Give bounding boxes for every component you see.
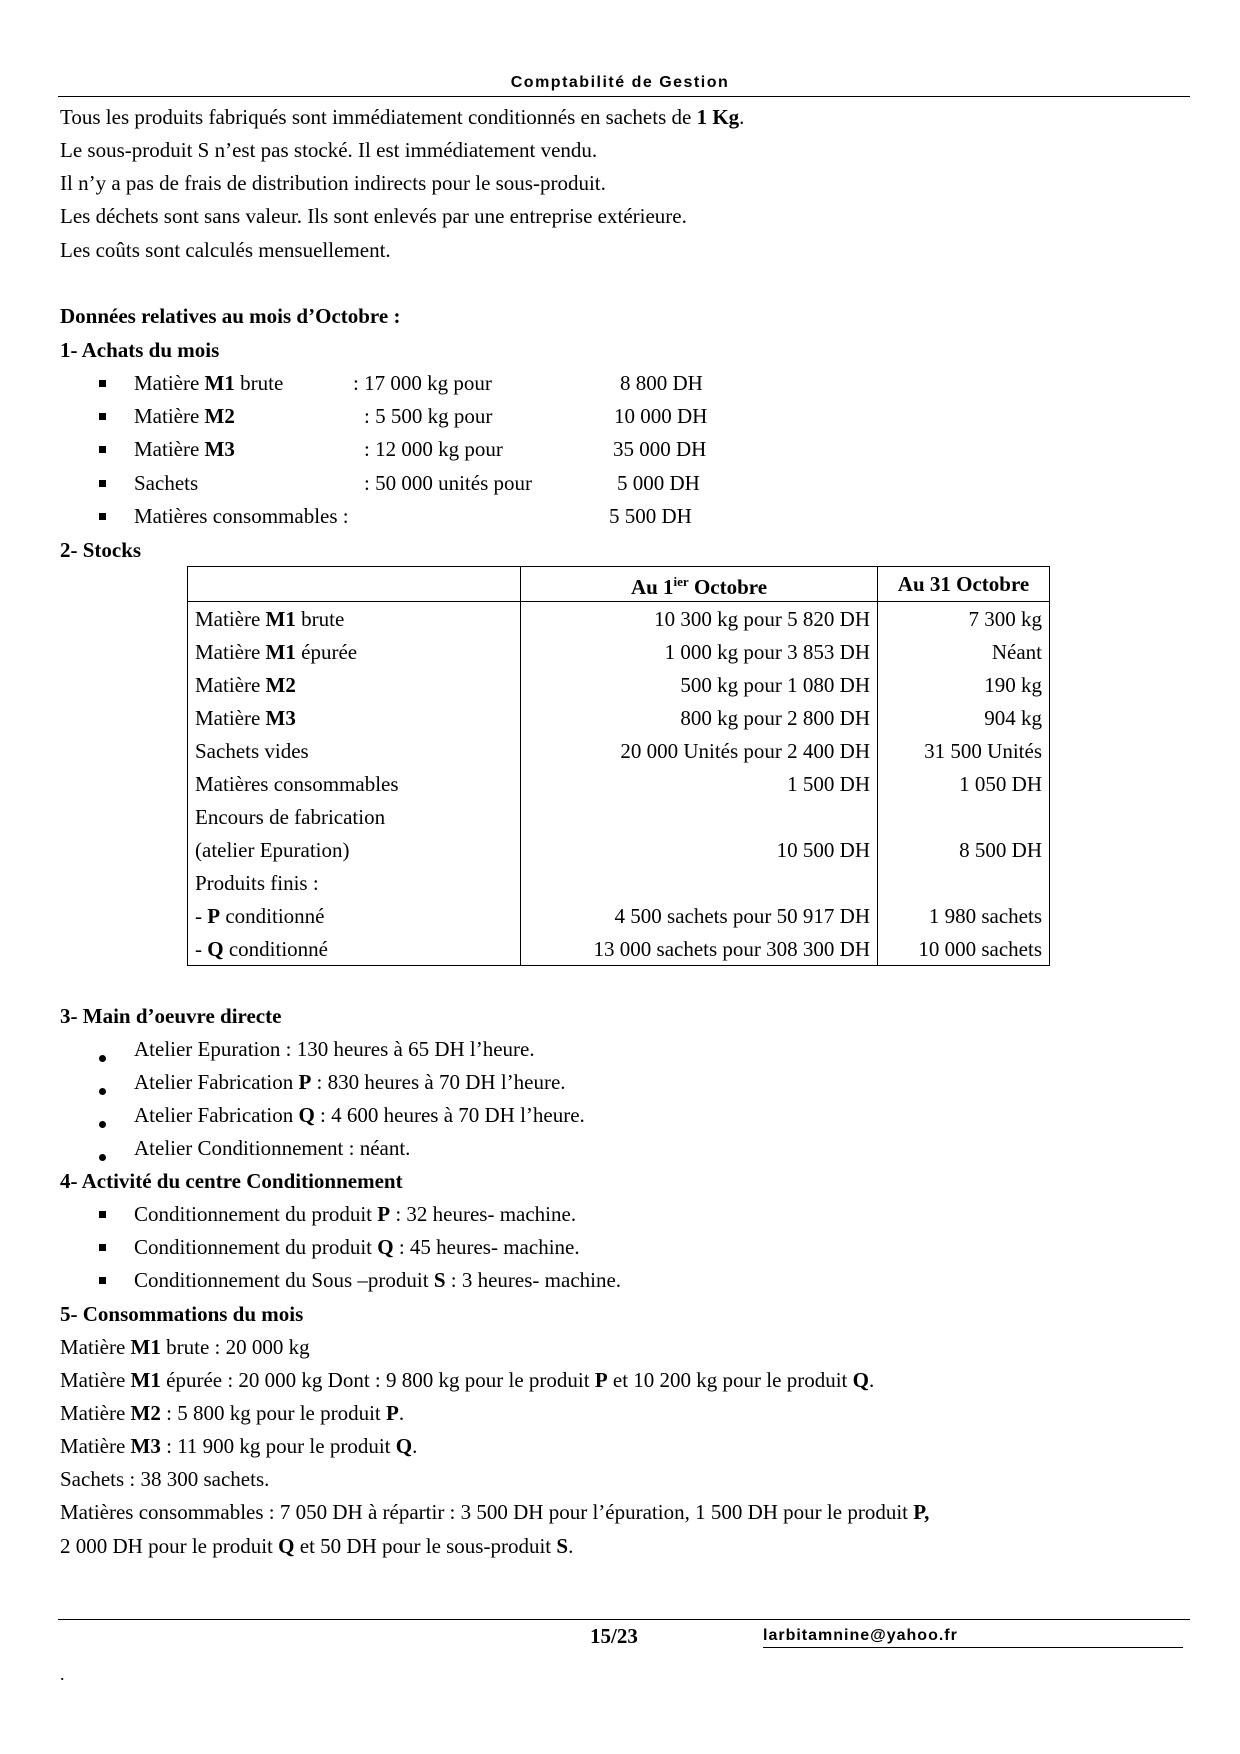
stocks-table xyxy=(187,566,1050,966)
stock-end: 904 kg xyxy=(878,701,1050,734)
mod-item: Atelier Conditionnement : néant. xyxy=(134,1136,411,1160)
table-row xyxy=(188,800,1050,833)
consommations-title: 5- Consommations du mois xyxy=(60,1302,304,1326)
achat-label: Matière M2 xyxy=(134,404,235,428)
stock-label: Encours de fabrication xyxy=(188,800,521,833)
square-bullet-icon xyxy=(99,1211,106,1218)
table-row xyxy=(188,767,1050,800)
consommation-line: Sachets : 38 300 sachets. xyxy=(60,1467,270,1491)
stock-end: 7 300 kg xyxy=(878,602,1050,636)
table-row xyxy=(188,635,1050,668)
achat-amount: 35 000 DH xyxy=(613,437,707,461)
stock-end: 31 500 Unités xyxy=(878,734,1050,767)
intro-line: Les déchets sont sans valeur. Ils sont enlevés par une entreprise extérieure. xyxy=(60,204,687,228)
mod-item: Atelier Epuration : 130 heures à 65 DH l’heure. xyxy=(134,1037,535,1061)
square-bullet-icon xyxy=(99,413,106,420)
achat-label: Matières consommables : xyxy=(134,504,349,528)
achat-qty: : 5 500 kg pour xyxy=(364,404,493,428)
achat-amount: 5 500 DH xyxy=(609,504,692,528)
header-rule xyxy=(58,96,1190,97)
stock-end xyxy=(878,866,1050,899)
stock-end: 8 500 DH xyxy=(878,833,1050,866)
square-bullet-icon xyxy=(99,480,106,487)
page-number: 15/23 xyxy=(590,1624,638,1648)
achat-qty: : 12 000 kg pour xyxy=(364,437,503,461)
achat-amount: 8 800 DH xyxy=(620,371,703,395)
stock-label: Matière M3 xyxy=(188,701,521,734)
stock-end: 1 980 sachets xyxy=(878,899,1050,932)
stock-start: 13 000 sachets pour 308 300 DH xyxy=(521,932,878,966)
footer-rule xyxy=(58,1619,1190,1620)
consommation-line: Matière M3 : 11 900 kg pour le produit Q. xyxy=(60,1434,418,1458)
page-header-title: Comptabilité de Gestion xyxy=(510,74,730,91)
stock-start: 1 500 DH xyxy=(521,767,878,800)
stock-end: 1 050 DH xyxy=(878,767,1050,800)
stock-end xyxy=(878,800,1050,833)
mod-title: 3- Main d’oeuvre directe xyxy=(60,1004,282,1028)
table-row xyxy=(188,833,1050,866)
table-row xyxy=(188,701,1050,734)
round-bullet-icon xyxy=(99,1055,106,1062)
achat-label: Matière M1 brute xyxy=(134,371,284,395)
stock-start: 800 kg pour 2 800 DH xyxy=(521,701,878,734)
round-bullet-icon xyxy=(99,1154,106,1161)
activite-item: Conditionnement du Sous –produit S : 3 heures- machine. xyxy=(134,1268,622,1292)
stock-label: Matières consommables xyxy=(188,767,521,800)
header-cell: Au 31 Octobre xyxy=(878,567,1050,602)
stock-label: Produits finis : xyxy=(188,866,521,899)
achat-qty: : 50 000 unités pour xyxy=(364,471,532,495)
stock-label: Matière M2 xyxy=(188,668,521,701)
achats-title: 1- Achats du mois xyxy=(60,338,220,362)
consommation-line: 2 000 DH pour le produit Q et 50 DH pour le sous-produit S. xyxy=(60,1534,574,1558)
square-bullet-icon xyxy=(99,1277,106,1284)
table-row xyxy=(188,734,1050,767)
table-row xyxy=(188,602,1050,636)
intro-line: Tous les produits fabriqués sont immédiatement conditionnés en sachets de 1 Kg. xyxy=(60,105,745,129)
header-cell xyxy=(188,567,521,602)
stock-start: 4 500 sachets pour 50 917 DH xyxy=(521,899,878,932)
table-row xyxy=(188,932,1050,966)
stock-label: Sachets vides xyxy=(188,734,521,767)
round-bullet-icon xyxy=(99,1088,106,1095)
stock-label: Matière M1 brute xyxy=(188,602,521,636)
stock-start: 500 kg pour 1 080 DH xyxy=(521,668,878,701)
achat-amount: 10 000 DH xyxy=(614,404,708,428)
stock-end: Néant xyxy=(878,635,1050,668)
stock-label: Matière M1 épurée xyxy=(188,635,521,668)
consommation-line: Matière M1 brute : 20 000 kg xyxy=(60,1335,310,1359)
square-bullet-icon xyxy=(99,446,106,453)
intro-line: Le sous-produit S n’est pas stocké. Il est immédiatement vendu. xyxy=(60,138,598,162)
stock-start xyxy=(521,866,878,899)
intro-line: Les coûts sont calculés mensuellement. xyxy=(60,238,391,262)
activite-title: 4- Activité du centre Conditionnement xyxy=(60,1169,403,1193)
donnees-title: Données relatives au mois d’Octobre : xyxy=(60,304,401,328)
stock-start: 20 000 Unités pour 2 400 DH xyxy=(521,734,878,767)
activite-item: Conditionnement du produit Q : 45 heures- machine. xyxy=(134,1235,580,1259)
stock-label: - Q conditionné xyxy=(188,932,521,966)
square-bullet-icon xyxy=(99,513,106,520)
stock-start: 10 300 kg pour 5 820 DH xyxy=(521,602,878,636)
stock-start: 1 000 kg pour 3 853 DH xyxy=(521,635,878,668)
table-row xyxy=(188,668,1050,701)
square-bullet-icon xyxy=(99,380,106,387)
achat-amount: 5 000 DH xyxy=(617,471,700,495)
achat-qty: : 17 000 kg pour xyxy=(353,371,492,395)
mod-item: Atelier Fabrication P : 830 heures à 70 DH l’heure. xyxy=(134,1070,566,1094)
achat-label: Sachets xyxy=(134,471,199,495)
stock-start: 10 500 DH xyxy=(521,833,878,866)
table-row xyxy=(188,899,1050,932)
round-bullet-icon xyxy=(99,1121,106,1128)
intro-line: Il n’y a pas de frais de distribution indirects pour le sous-produit. xyxy=(60,171,606,195)
consommation-line: Matière M2 : 5 800 kg pour le produit P. xyxy=(60,1401,405,1425)
achat-label: Matière M3 xyxy=(134,437,235,461)
stock-end: 10 000 sachets xyxy=(878,932,1050,966)
header-cell: Au $1^{ier}$ Octobre xyxy=(521,567,878,602)
stock-start xyxy=(521,800,878,833)
table-row xyxy=(188,866,1050,899)
author-email: larbitamnine@yahoo.fr xyxy=(763,1627,1183,1648)
stock-label: (atelier Epuration) xyxy=(188,833,521,866)
stock-end: 190 kg xyxy=(878,668,1050,701)
stock-label: - P conditionné xyxy=(188,899,521,932)
activite-item: Conditionnement du produit P : 32 heures- machine. xyxy=(134,1202,577,1226)
consommation-line: Matière M1 épurée : 20 000 kg Dont : 9 800 kg pour le produit P et 10 200 kg pour le produit Q. xyxy=(60,1368,875,1392)
footer-dot: . xyxy=(60,1664,65,1684)
square-bullet-icon xyxy=(99,1244,106,1251)
mod-item: Atelier Fabrication Q : 4 600 heures à 70 DH l’heure. xyxy=(134,1103,585,1127)
consommation-line: Matières consommables : 7 050 DH à répartir : 3 500 DH pour l’épuration, 1 500 DH pour le produit P, xyxy=(60,1500,930,1524)
table-header-row xyxy=(188,567,1050,602)
stocks-title: 2- Stocks xyxy=(60,538,142,562)
